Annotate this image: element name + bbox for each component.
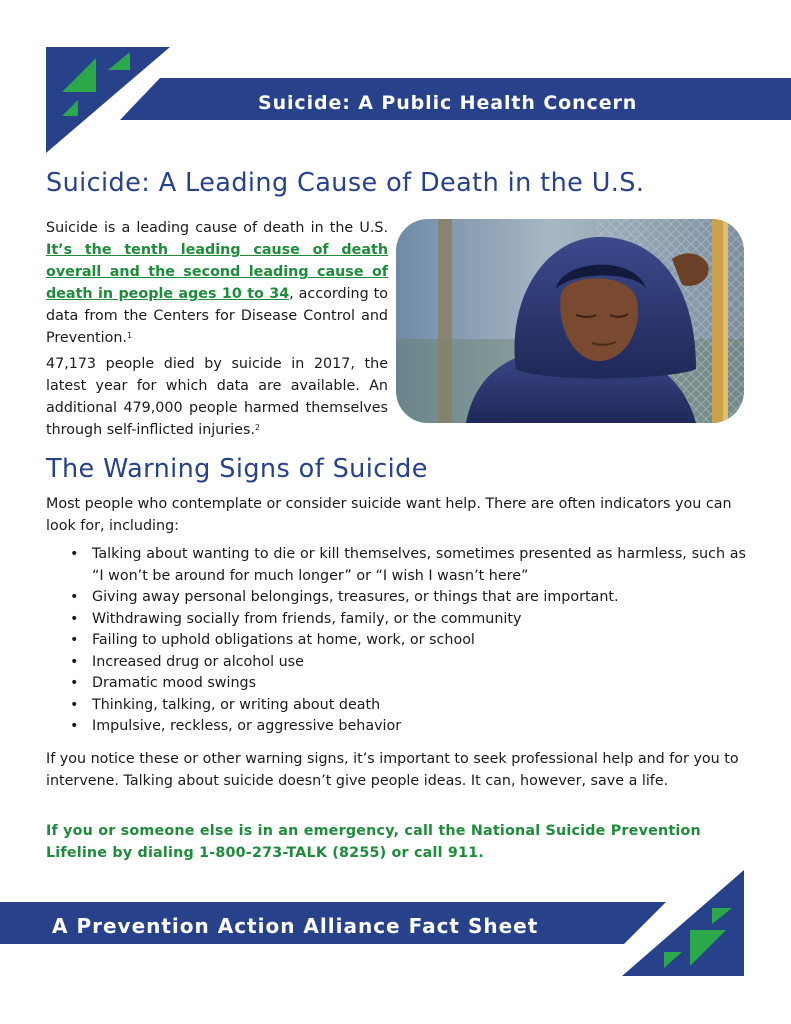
section1-heading: Suicide: A Leading Cause of Death in the U.S. [46, 168, 645, 198]
warning-lead-text: Most people who contemplate or consider suicide want help. There are often indicators you can look for, including: [46, 496, 732, 534]
list-item: • Impulsive, reckless, or aggressive behavior [46, 716, 746, 738]
photo-person-in-hood [396, 219, 744, 423]
warning-signs-list [46, 544, 746, 738]
list-item: • Dramatic mood swings [46, 673, 746, 695]
list-item: • Failing to uphold obligations at home, work, or school [46, 630, 746, 652]
list-item: • Giving away personal belongings, treasures, or things that are important. [46, 587, 746, 609]
list-item: • Talking about wanting to die or kill themselves, sometimes presented as harmless, such as “I won’t be around for much longer” or “I wish I wasn’t here” [46, 544, 746, 587]
intro-text-start: Suicide is a leading cause of death in the U.S. [46, 220, 388, 236]
intervene-paragraph: If you notice these or other warning signs, it’s important to seek professional help and for you to intervene. Talking about suicide doesn’t give people ideas. It can, however, save a life. [46, 751, 739, 789]
section2-heading: The Warning Signs of Suicide [46, 454, 428, 484]
footer-band [0, 860, 791, 1024]
footnote-ref-2: 2 [254, 423, 261, 432]
emergency-notice: If you or someone else is in an emergency, call the National Suicide Prevention Lifeline by dialing 1-800-273-TALK (8255) or call 911. [46, 823, 701, 861]
list-item: • Increased drug or alcohol use [46, 652, 746, 674]
footnote-ref-1: 1 [126, 331, 133, 340]
list-item: • Withdrawing socially from friends, family, or the community [46, 609, 746, 631]
intro-paragraph-2 [46, 353, 388, 441]
statistic-link[interactable]: It’s the tenth leading cause of death overall and the second leading cause of death in people ages 10 to 34 [46, 242, 388, 302]
header-band [0, 0, 791, 160]
header-title: Suicide: A Public Health Concern [258, 92, 638, 114]
intro-text-end: , according to data from the Centers for Disease Control and Prevention. [46, 286, 388, 346]
footer-title: A Prevention Action Alliance Fact Sheet [52, 914, 539, 938]
list-item: • Thinking, talking, or writing about death [46, 695, 746, 717]
intro-paragraph-1 [46, 217, 388, 349]
intro2-text: 47,173 people died by suicide in 2017, the latest year for which data are available. An additional 479,000 people harmed themselves through self-inflicted injuries. [46, 356, 388, 438]
